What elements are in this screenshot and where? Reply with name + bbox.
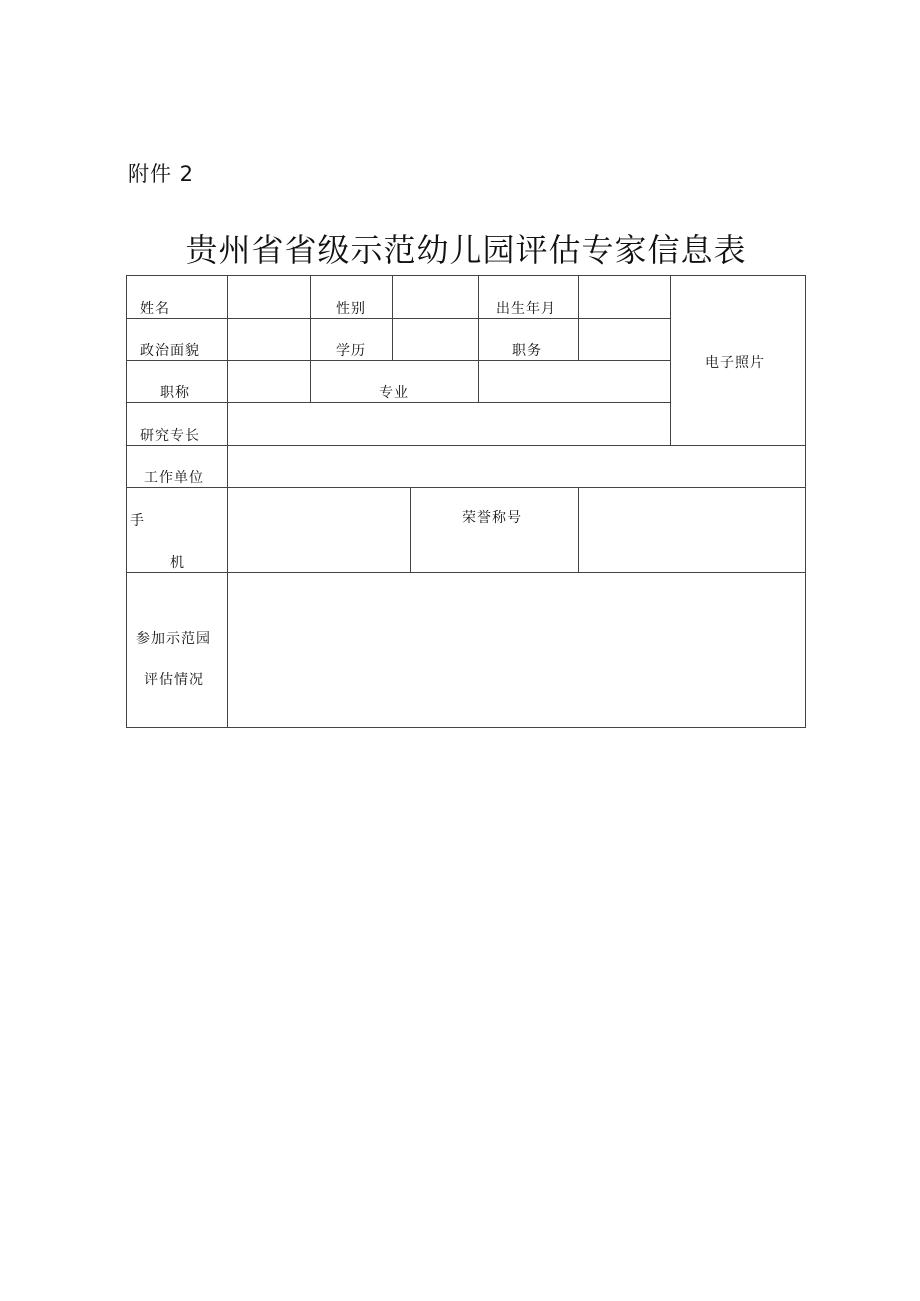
photo-label: 电子照片 <box>705 355 765 371</box>
professional-title-value-cell[interactable] <box>229 362 309 401</box>
position-label: 职务 <box>512 343 542 359</box>
col-divider <box>578 275 579 360</box>
phone-value-cell[interactable] <box>229 489 409 571</box>
name-value-cell[interactable] <box>229 277 309 317</box>
experience-label-line2: 评估情况 <box>144 672 204 688</box>
experience-label-line1: 参加示范园 <box>136 631 211 647</box>
birth-label: 出生年月 <box>496 301 556 317</box>
document-title: 贵州省省级示范幼儿园评估专家信息表 <box>185 231 747 269</box>
experience-value-cell[interactable] <box>229 574 805 727</box>
political-status-value-cell[interactable] <box>229 320 309 359</box>
col-divider <box>478 275 479 402</box>
name-label: 姓名 <box>140 301 170 317</box>
political-status-label: 政治面貌 <box>140 343 200 359</box>
education-label: 学历 <box>336 343 366 359</box>
row-divider <box>126 360 671 361</box>
col-divider <box>410 487 411 572</box>
row-divider <box>126 445 806 446</box>
gender-label: 性别 <box>336 301 366 317</box>
position-value-cell[interactable] <box>580 320 669 359</box>
phone-label-part2: 机 <box>170 555 185 571</box>
honor-title-value-cell[interactable] <box>580 489 805 571</box>
attachment-label: 附件 2 <box>128 162 195 186</box>
col-divider <box>578 487 579 572</box>
row-divider <box>126 402 671 403</box>
workplace-label: 工作单位 <box>144 470 204 486</box>
col-divider <box>310 275 311 402</box>
professional-title-label: 职称 <box>160 385 190 401</box>
education-value-cell[interactable] <box>394 320 477 359</box>
major-value-cell[interactable] <box>480 362 669 401</box>
col-divider <box>670 275 671 445</box>
phone-label-part1: 手 <box>130 513 145 529</box>
gender-value-cell[interactable] <box>394 277 477 317</box>
research-expertise-label: 研究专长 <box>140 428 200 444</box>
workplace-value-cell[interactable] <box>229 447 805 486</box>
major-label: 专业 <box>379 385 409 401</box>
row-divider <box>126 318 671 319</box>
col-divider <box>227 275 228 728</box>
research-expertise-value-cell[interactable] <box>229 404 669 444</box>
col-divider <box>392 275 393 360</box>
honor-title-label: 荣誉称号 <box>462 510 522 526</box>
birth-value-cell[interactable] <box>580 277 669 317</box>
row-divider <box>126 487 806 488</box>
row-divider <box>126 572 806 573</box>
